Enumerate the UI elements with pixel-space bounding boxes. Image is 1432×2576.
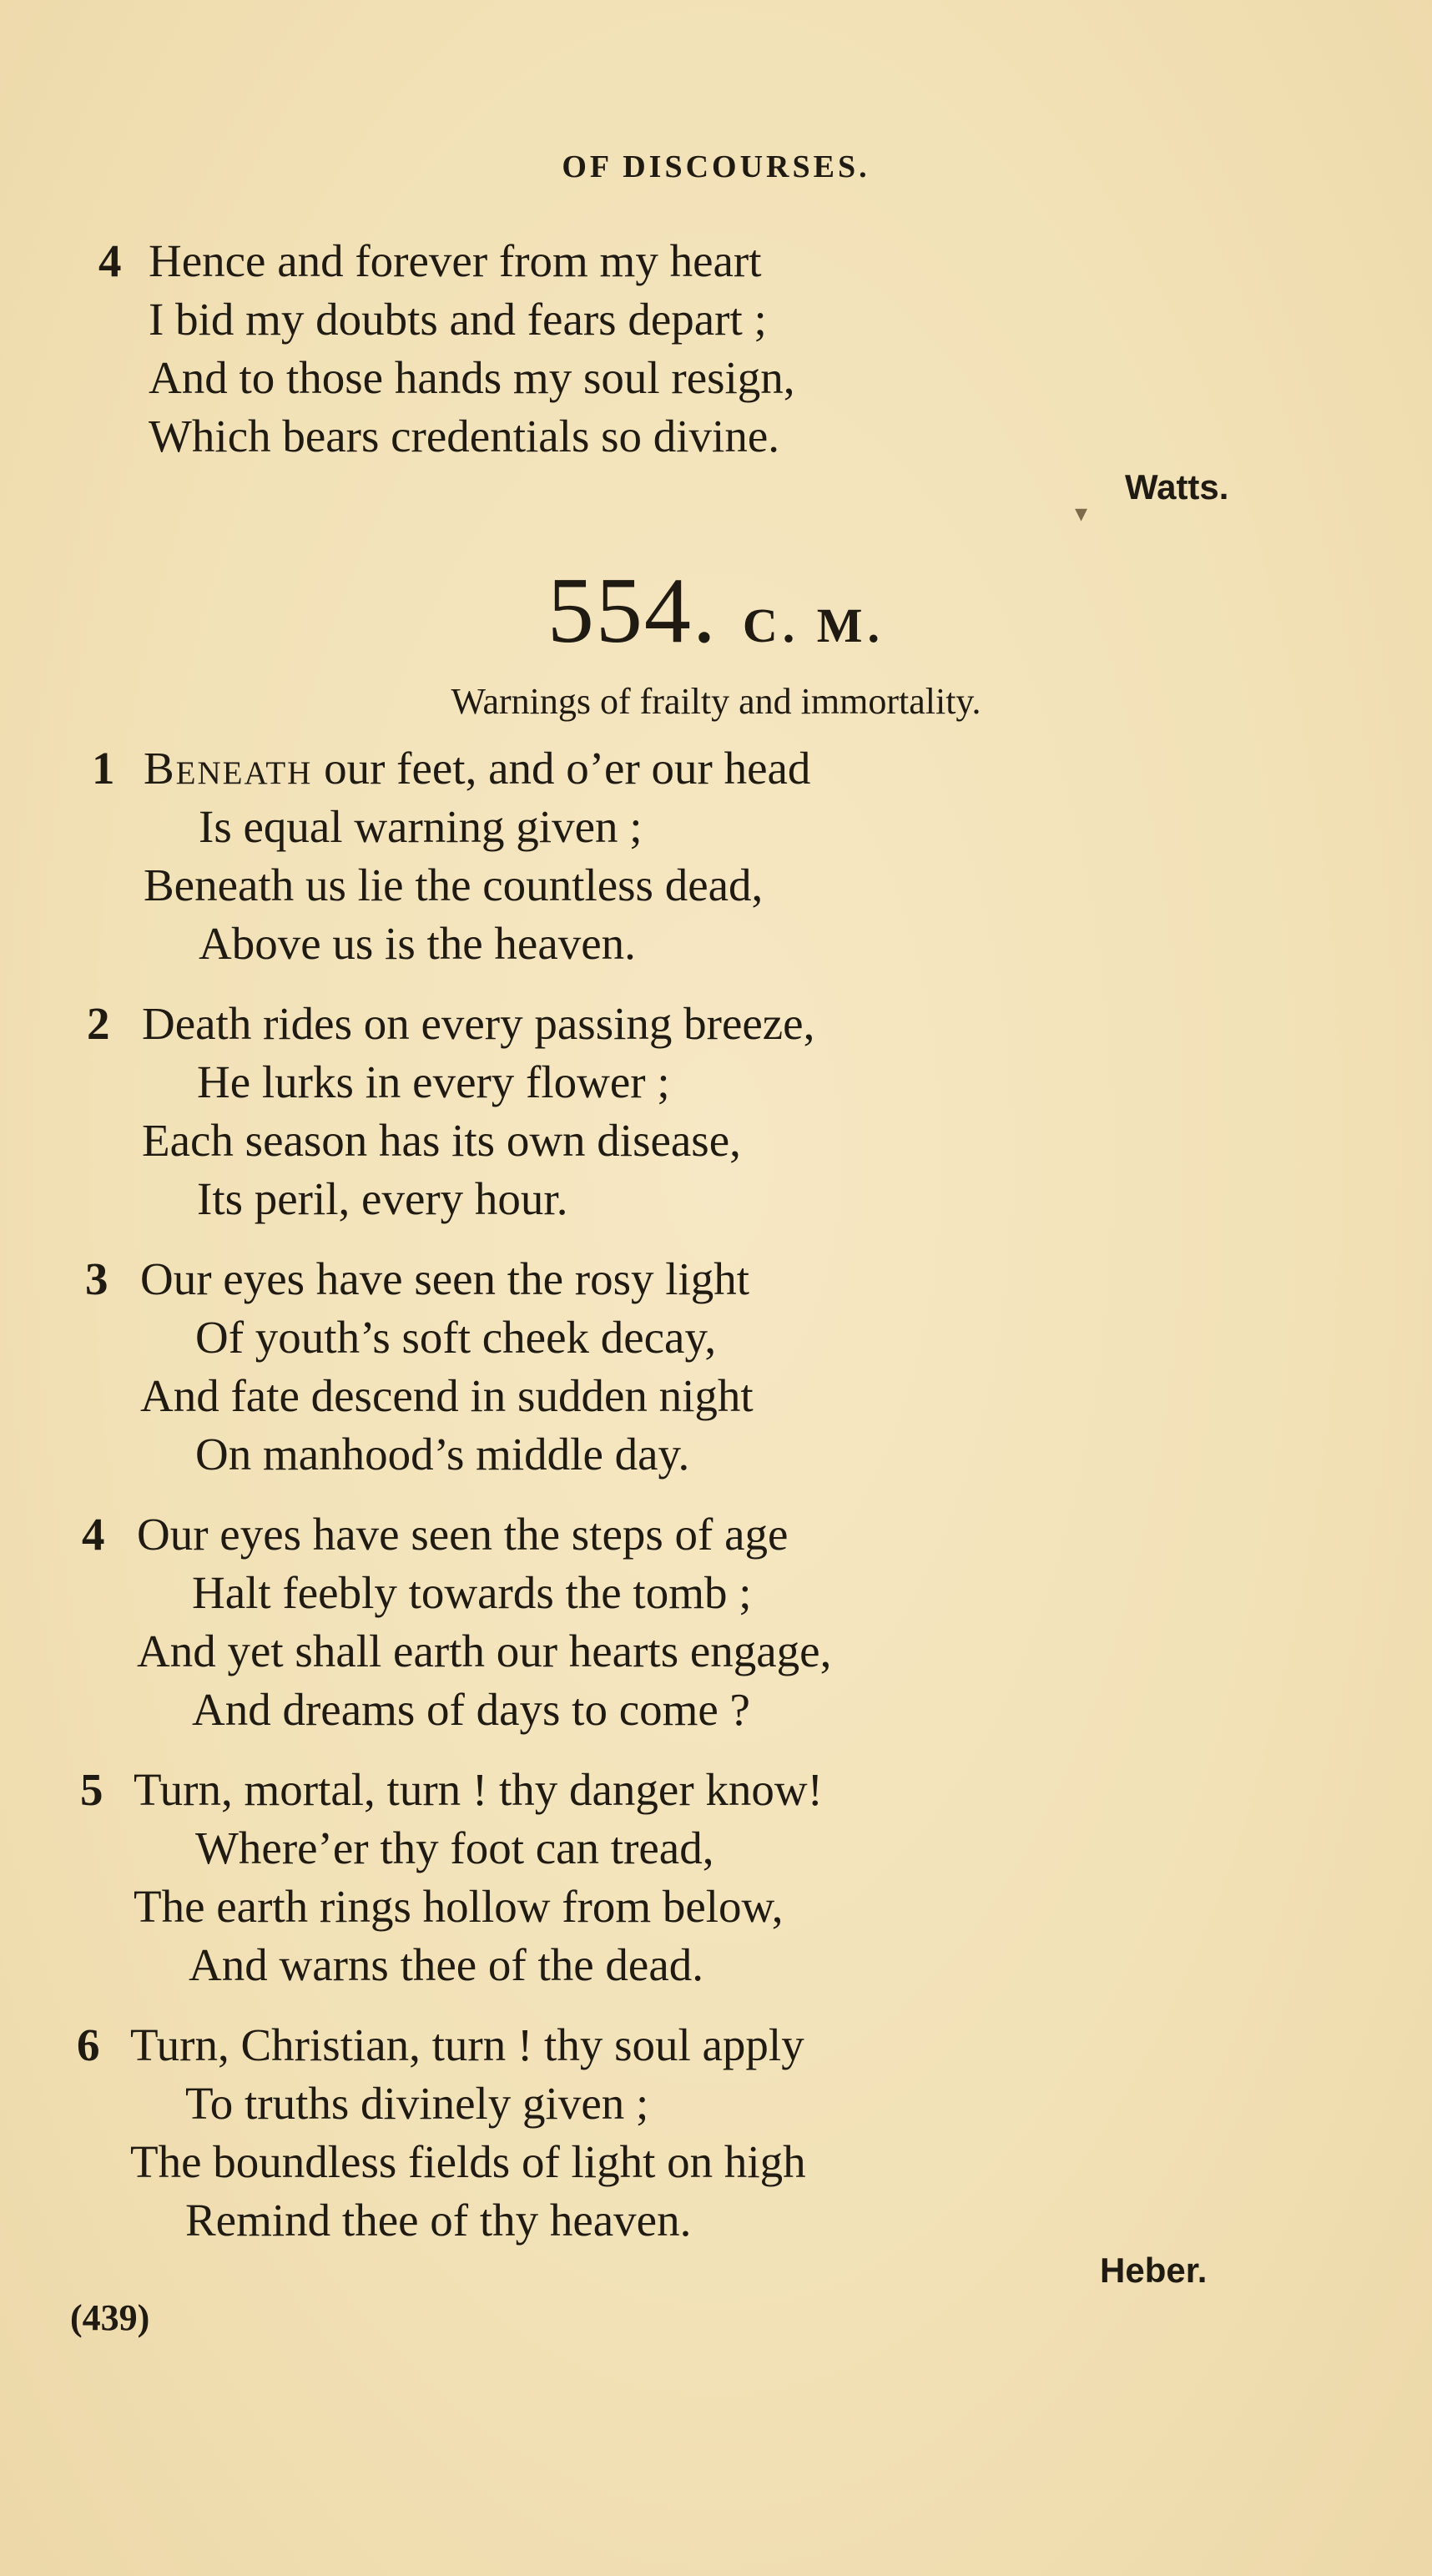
hymn-meter: C. M.	[742, 598, 885, 653]
stanza-line: Our eyes have seen the steps of age	[137, 1509, 789, 1560]
stanza-line: Where’er thy foot can tread,	[195, 1822, 714, 1873]
stanza-line: To truths divinely given ;	[185, 2078, 649, 2129]
stanza-line	[144, 739, 810, 798]
hymn-title: Warnings of frailty and immortality.	[451, 681, 981, 722]
stanza-line: And fate descend in sudden night	[140, 1370, 754, 1421]
prev-stanza-line: Hence and forever from my heart	[149, 235, 762, 286]
stanza-line: Turn, Christian, turn ! thy soul apply	[130, 2019, 804, 2070]
prev-stanza-line: I bid my doubts and fears depart ;	[149, 294, 767, 345]
prev-hymn-author: Watts.	[1125, 467, 1229, 507]
hymn-number: 554.	[547, 559, 718, 663]
stanza-line: Is equal warning given ;	[199, 801, 643, 852]
stanza-line: Halt feebly towards the tomb ;	[192, 1567, 752, 1618]
stanza-number: 5	[80, 1764, 103, 1815]
stanza-line: And dreams of days to come ?	[192, 1684, 750, 1735]
ink-speck-icon: ▾	[1075, 500, 1088, 527]
stanza-line: And warns thee of the dead.	[189, 1939, 704, 1990]
prev-stanza-line: Which bears credentials so divine.	[149, 411, 779, 461]
stanza-line: Beneath us lie the countless dead,	[144, 860, 764, 910]
page-number: (439)	[70, 2297, 150, 2338]
stanza-line-rest: our feet, and o’er our head	[312, 743, 811, 794]
stanza-line: Above us is the heaven.	[199, 918, 636, 969]
stanza-line: Each season has its own disease,	[142, 1115, 741, 1166]
running-head: OF DISCOURSES.	[562, 149, 870, 184]
hymn-author: Heber.	[1100, 2251, 1208, 2290]
stanza-number: 6	[77, 2019, 100, 2070]
prev-stanza-line: And to those hands my soul resign,	[149, 352, 795, 403]
prev-stanza-number: 4	[98, 235, 122, 286]
stanza-line: Death rides on every passing breeze,	[142, 998, 815, 1049]
stanza-line: Our eyes have seen the rosy light	[140, 1253, 750, 1304]
drop-word: Beneath	[144, 743, 313, 794]
stanza-line: Its peril, every hour.	[197, 1173, 568, 1224]
stanza-number: 3	[85, 1253, 108, 1304]
stanza-number: 2	[87, 998, 110, 1049]
stanza-number: 1	[92, 743, 115, 794]
stanza-line: The earth rings hollow from below,	[134, 1881, 784, 1932]
stanza-line: He lurks in every flower ;	[197, 1056, 670, 1107]
stanza-line: On manhood’s middle day.	[195, 1429, 690, 1480]
stanza-line: And yet shall earth our hearts engage,	[137, 1626, 832, 1676]
stanza-number: 4	[82, 1509, 105, 1560]
hymn-header	[0, 557, 1432, 665]
stanza-line: Turn, mortal, turn ! thy danger know!	[134, 1764, 823, 1815]
stanza-line: Of youth’s soft cheek decay,	[195, 1312, 717, 1363]
stanza-line: The boundless fields of light on high	[130, 2136, 806, 2187]
stanza-line: Remind thee of thy heaven.	[185, 2195, 692, 2246]
